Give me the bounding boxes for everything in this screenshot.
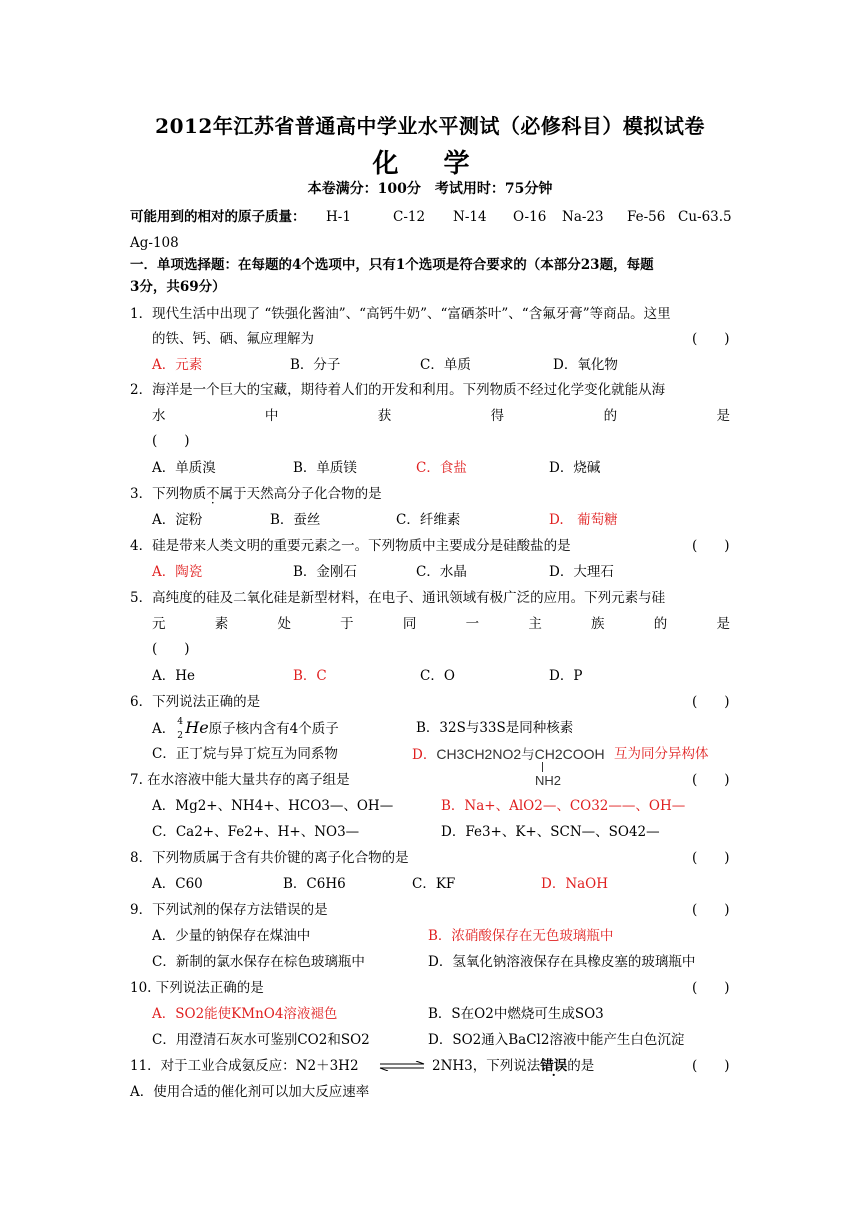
- q5-stem-cont: [152, 615, 730, 633]
- q1-stem-cont: 的铁、钙、硒、氟应理解为: [152, 331, 314, 347]
- q8-stem: 8．下列物质属于含有共价键的离子化合物的是: [130, 850, 409, 866]
- q7-stem: 7. 在水溶液中能大量共存的离子组是: [130, 772, 350, 788]
- section-heading-cont: 3分，共69分）: [130, 279, 226, 295]
- answer-blank: ( ): [152, 433, 190, 449]
- q1-option-c: C．单质: [420, 357, 471, 373]
- q5-word: 元: [152, 616, 166, 632]
- q5-option-a: A．He: [152, 668, 196, 684]
- q2-stem-cont: [152, 407, 730, 425]
- atomic-number: 2: [177, 731, 183, 741]
- q11-text: 的是: [567, 1058, 595, 1074]
- q10-option-b: B．S在O2中燃烧可生成SO3: [428, 1006, 604, 1022]
- q4-option-d: D．大理石: [549, 564, 614, 580]
- q4-stem: 4．硅是带来人类文明的重要元素之一。下列物质中主要成分是硅酸盐的是: [130, 538, 571, 554]
- formula-nitro: CH3CH2NO2: [436, 746, 522, 762]
- q1-option-b: B．分子: [290, 357, 341, 373]
- q9-option-a: A．少量的钠保存在煤油中: [152, 928, 311, 944]
- atomic-masses-line: [130, 208, 306, 226]
- q7-option-d: D．Fe3+、K+、SCN—、SO42—: [441, 824, 660, 840]
- q3-text: 属于天然高分子化合物的是: [219, 486, 382, 502]
- q9-option-c: C．新制的氯水保存在棕色玻璃瓶中: [152, 954, 365, 970]
- answer-blank: ( ): [692, 850, 730, 866]
- q5-word: 同: [402, 616, 417, 632]
- q3-option-a: A．淀粉: [152, 512, 203, 528]
- exam-info: 本卷满分：100分 考试用时：75分钟: [307, 181, 553, 197]
- q1-option-a: A．元素: [152, 357, 203, 373]
- exam-title: 2012年江苏省普通高中学业水平测试（必修科目）模拟试卷: [155, 114, 705, 138]
- answer-blank: ( ): [152, 641, 190, 657]
- q5-word: 于: [340, 616, 354, 632]
- q11-text: 11．对于工业合成氨反应：N2＋3H2: [130, 1058, 359, 1074]
- q10-option-c: C．用澄清石灰水可鉴别CO2和SO2: [152, 1032, 370, 1048]
- element-symbol: He: [185, 718, 209, 737]
- q5-word: 是: [716, 616, 730, 632]
- q10-option-a: A．SO2能使KMnO4溶液褪色: [152, 1006, 338, 1022]
- q7-option-b: B．Na+、AlO2—、CO32——、OH—: [441, 798, 686, 814]
- subject-title: 化 学: [372, 149, 488, 179]
- q11-text: 2NH3，下列说法: [432, 1058, 541, 1074]
- q2-word: 是: [716, 408, 730, 424]
- equilibrium-arrow-icon: [378, 1061, 426, 1071]
- q11-stem-cont: [432, 1057, 594, 1075]
- formula-acid: CH2COOH: [534, 746, 605, 762]
- q2-option-b: B．单质镁: [293, 460, 357, 476]
- atomic-mass: C-12: [393, 209, 426, 225]
- option-prefix: A．: [152, 721, 176, 737]
- q8-option-a: A．C60: [152, 876, 203, 892]
- connector-word: 与: [521, 747, 535, 763]
- q2-word: 的: [603, 408, 618, 424]
- amino-group: NH2: [535, 773, 562, 788]
- q5-option-b: B．C: [293, 668, 327, 684]
- answer-blank: ( ): [692, 772, 730, 788]
- q7-option-a: A．Mg2+、NH4+、HCO3—、OH—: [152, 798, 394, 814]
- q4-option-a: A．陶瓷: [152, 564, 203, 580]
- q2-stem: 2．海洋是一个巨大的宝藏，期待着人们的开发和利用。下列物质不经过化学变化就能从海: [130, 382, 666, 398]
- q6-option-b: B．32S与33S是同种核素: [416, 720, 574, 736]
- atomic-mass: N-14: [453, 209, 487, 225]
- atomic-mass: Na-23: [562, 209, 604, 225]
- q6-option-a: [152, 717, 339, 741]
- q1-stem: 1．现代生活中出现了 “铁强化酱油”、“高钙牛奶”、“富硒茶叶”、“含氟牙膏”等商品。这里: [130, 306, 671, 322]
- q3-text: 3．下列物质: [130, 486, 207, 502]
- q5-word: 处: [277, 616, 291, 632]
- q5-word: 族: [591, 616, 605, 632]
- option-text: 原子核内含有4个质子: [208, 721, 339, 737]
- answer-blank: ( ): [692, 694, 730, 710]
- q11-emphasis: 错误: [540, 1058, 568, 1074]
- answer-blank: ( ): [692, 902, 730, 918]
- q3-stem: [130, 485, 382, 503]
- atomic-masses-line2: Ag-108: [130, 235, 179, 251]
- q10-stem: 10. 下列说法正确的是: [130, 980, 264, 996]
- q5-option-c: C．O: [420, 668, 455, 684]
- atomic-mass: H-1: [326, 209, 351, 225]
- mass-number: 4: [177, 717, 183, 727]
- q8-option-d: D．NaOH: [541, 876, 609, 892]
- atomic-mass: O-16: [513, 209, 547, 225]
- q2-option-c: C．食盐: [416, 460, 467, 476]
- q5-word: 一: [465, 616, 480, 632]
- q4-option-b: B．金刚石: [293, 564, 357, 580]
- q2-word: 中: [264, 408, 279, 424]
- answer-blank: ( ): [692, 538, 730, 554]
- q3-option-b: B．蚕丝: [270, 512, 321, 528]
- q2-option-a: A．单质溴: [152, 460, 216, 476]
- answer-blank: ( ): [692, 331, 730, 347]
- atomic-mass: Cu-63.5: [678, 209, 732, 225]
- q11-option-a: A．使用合适的催化剂可以加大反应速率: [130, 1084, 370, 1100]
- q2-word: 水: [152, 408, 166, 424]
- atomic-mass: Fe-56: [627, 209, 666, 225]
- answer-blank: ( ): [692, 1058, 730, 1074]
- q5-word: 素: [214, 616, 229, 632]
- q6-option-d-suffix: 互为同分异构体: [614, 746, 709, 762]
- q5-word: 主: [528, 616, 542, 632]
- q7-option-c: C．Ca2+、Fe2+、H+、NO3—: [152, 824, 360, 840]
- q9-option-b: B．浓硝酸保存在无色玻璃瓶中: [428, 928, 614, 944]
- bond-line: [542, 762, 543, 772]
- answer-blank: ( ): [692, 980, 730, 996]
- option-prefix: D．: [412, 747, 437, 763]
- q10-option-d: D．SO2通入BaCl2溶液中能产生白色沉淀: [428, 1032, 685, 1048]
- section-heading: 一．单项选择题：在每题的4个选项中，只有1个选项是符合要求的（本部分23题，每题: [130, 257, 654, 273]
- q9-option-d: D．氢氧化钠溶液保存在具橡皮塞的玻璃瓶中: [428, 954, 696, 970]
- q2-word: 得: [490, 408, 505, 424]
- q5-option-d: D．P: [549, 668, 583, 684]
- q5-word: 的: [653, 616, 668, 632]
- q8-option-b: B．C6H6: [283, 876, 346, 892]
- nuclide-notation: [175, 717, 185, 741]
- q11-stem: [130, 1057, 359, 1075]
- q6-option-d: [412, 745, 605, 764]
- q6-option-c: C．正丁烷与异丁烷互为同系物: [152, 746, 338, 762]
- q2-word: 获: [377, 408, 392, 424]
- q2-option-d: D．烧碱: [549, 460, 601, 476]
- q5-stem: 5．高纯度的硅及二氧化硅是新型材料，在电子、通讯领域有极广泛的应用。下列元素与硅: [130, 590, 666, 606]
- q3-emphasis: 不: [206, 486, 220, 502]
- q8-option-c: C．KF: [412, 876, 456, 892]
- q3-option-d: D. 葡萄糖: [549, 512, 618, 528]
- q1-option-d: D．氧化物: [553, 357, 618, 373]
- q9-stem: 9．下列试剂的保存方法错误的是: [130, 902, 328, 918]
- q3-option-c: C．纤维素: [396, 512, 461, 528]
- atomic-label: 可能用到的相对的原子质量：: [130, 209, 306, 225]
- q6-stem: 6．下列说法正确的是: [130, 694, 261, 710]
- q4-option-c: C．水晶: [416, 564, 467, 580]
